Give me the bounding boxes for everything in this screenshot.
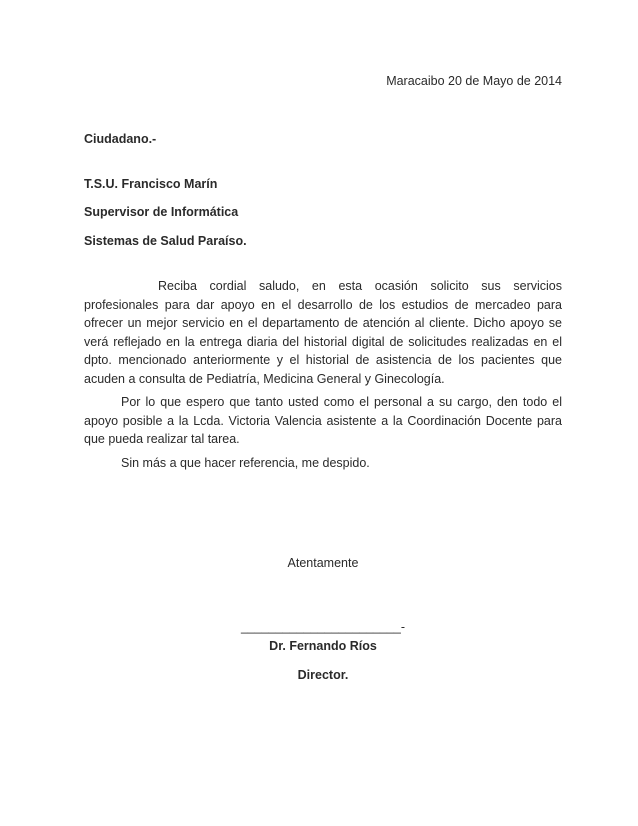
body-paragraph-3: Sin más a que hacer referencia, me despido. [121, 455, 370, 470]
valediction: Atentamente [287, 556, 359, 570]
signatory-name: Dr. Fernando Ríos [269, 639, 377, 653]
signature-line: _______________________- [240, 619, 406, 634]
closing-block [84, 554, 562, 684]
body-paragraph-2: Por lo que espero que tanto usted como el personal a su cargo, den todo el apoyo posible a la Lcda. Victoria Valencia asistente a la Coordinación Docente para que pueda realizar tal tarea. [84, 395, 562, 446]
body-paragraph-1: Reciba cordial saludo, en esta ocasión solicito sus servicios profesionales para dar apoyo en el desarrollo de los estudios de mercadeo para ofrecer un mejor servicio en el departamento de atención al cliente. Dicho apoyo se verá reflejado en la entrega diaria del historial digital de solicitudes realizadas en el dpto. mencionado anteriormente y el historial de asistencia de los pacientes que acuden a consulta de Pediatría, Medicina General y Ginecología. [84, 279, 562, 386]
recipient-name: T.S.U. Francisco Marín [84, 176, 218, 191]
recipient-block [84, 130, 562, 260]
signatory-title: Director. [297, 667, 349, 682]
letter-body [84, 277, 562, 477]
recipient-salutation: Ciudadano.- [84, 132, 157, 146]
date-line: Maracaibo 20 de Mayo de 2014 [386, 74, 562, 88]
recipient-position: Supervisor de Informática [84, 205, 239, 219]
recipient-organization: Sistemas de Salud Paraíso. [84, 233, 247, 248]
